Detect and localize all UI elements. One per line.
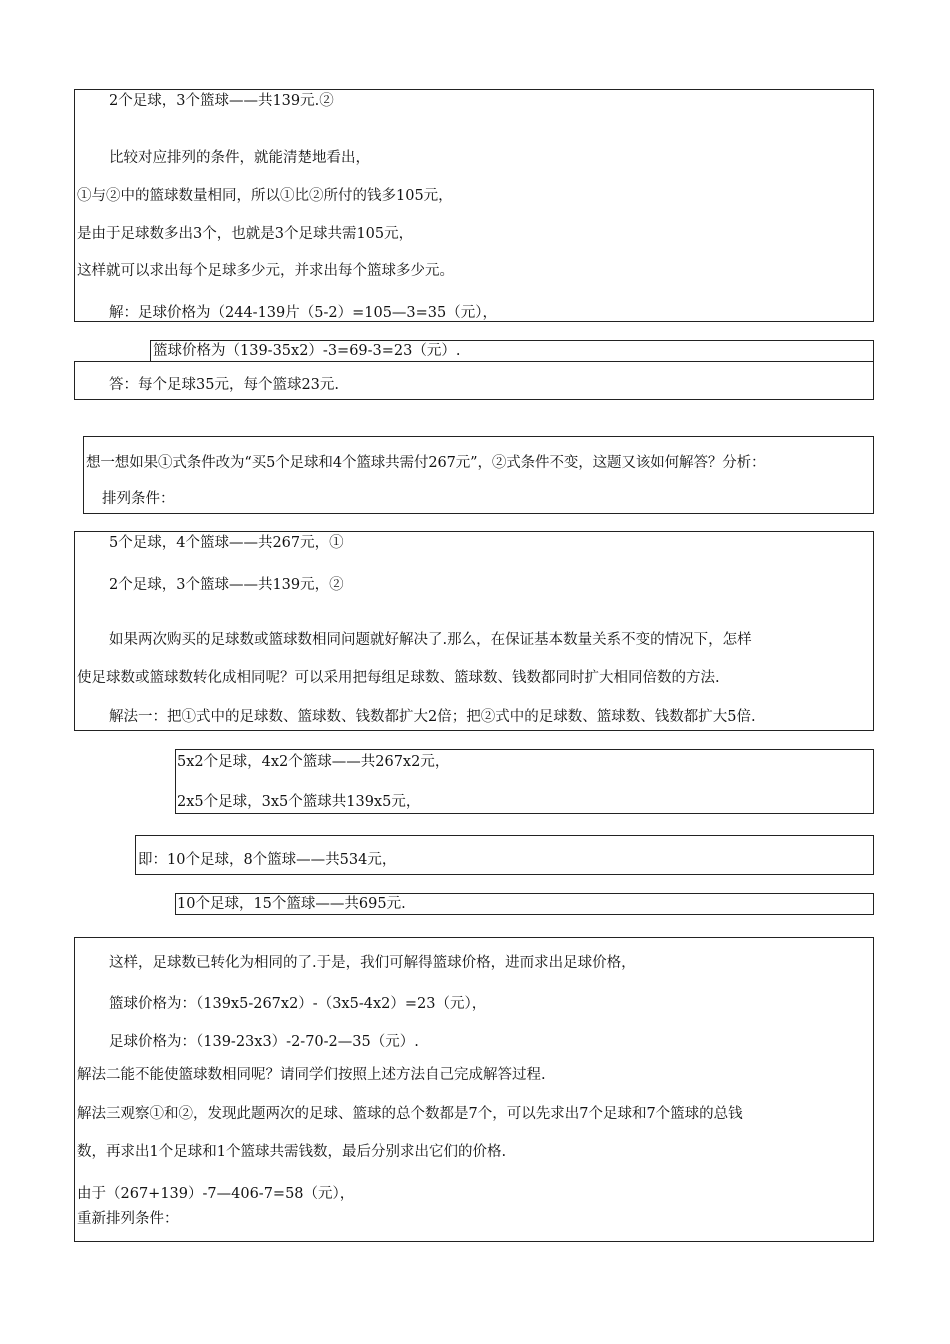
text-line: 2个足球，3个篮球——共139元.② (109, 93, 334, 109)
solution-box (74, 89, 874, 322)
expand-box (175, 749, 874, 814)
method-one-box (74, 531, 874, 731)
text-line: 数，再求出1个足球和1个篮球共需钱数，最后分别求出它们的价格. (77, 1144, 507, 1160)
text-line: ①与②中的篮球数量相同，所以①比②所付的钱多105元， (77, 188, 453, 204)
text-line: 是由于足球数多出3个，也就是3个足球共需105元， (77, 226, 414, 242)
text-line: 篮球价格为：（139x5-267x2）-（3x5-4x2）=23（元）， (109, 996, 487, 1012)
text-line: 2个足球，3个篮球——共139元，② (109, 577, 344, 593)
text-line: 解法三观察①和②，发现此题两次的足球、篮球的总个数都是7个，可以先求出7个足球和7个篮球的总钱 (77, 1106, 743, 1122)
text-line: 这样，足球数已转化为相同的了.于是，我们可解得篮球价格，进而求出足球价格， (109, 955, 636, 971)
text-line: 使足球数或篮球数转化成相同呢？可以采用把每组足球数、篮球数、钱数都同时扩大相同倍数的方法. (77, 670, 720, 686)
text-line: 2x5个足球，3x5个篮球共139x5元， (177, 794, 421, 810)
think-box (83, 436, 874, 514)
text-line: 即：10个足球，8个篮球——共534元， (138, 852, 397, 868)
result-box-2 (175, 893, 874, 915)
text-line: 足球价格为：（139-23x3）-2-70-2—35（元）. (109, 1034, 419, 1050)
conclusion-box (74, 937, 874, 1242)
text-line: 想一想如果①式条件改为“买5个足球和4个篮球共需付267元”，②式条件不变，这题又该如何解答？分析： (86, 455, 766, 471)
text-line: 5个足球，4个篮球——共267元，① (109, 535, 344, 551)
text-line: 由于（267+139）-7—406-7=58（元）， (77, 1186, 355, 1202)
text-line: 解：足球价格为（244-139片（5-2）=105—3=35（元）， (109, 305, 498, 321)
text-line: 比较对应排列的条件，就能清楚地看出， (109, 150, 370, 166)
text-line: 篮球价格为（139-35x2）-3=69-3=23（元）. (153, 343, 461, 359)
text-line: 10个足球，15个篮球——共695元. (177, 896, 406, 912)
text-line: 解法一：把①式中的足球数、篮球数、钱数都扩大2倍；把②式中的足球数、篮球数、钱数都扩大5倍. (109, 709, 756, 725)
basketball-price-box (150, 340, 874, 362)
result-box (135, 835, 874, 875)
text-line: 排列条件： (102, 491, 175, 507)
text-line: 如果两次购买的足球数或篮球数相同问题就好解决了.那么，在保证基本数量关系不变的情况下，怎样 (109, 632, 752, 648)
text-line: 重新排列条件： (77, 1211, 179, 1227)
text-line: 解法二能不能使篮球数相同呢？请同学们按照上述方法自己完成解答过程. (77, 1067, 546, 1083)
text-line: 答：每个足球35元，每个篮球23元. (109, 377, 340, 393)
text-line: 这样就可以求出每个足球多少元，并求出每个篮球多少元。 (77, 263, 454, 279)
answer-box (74, 361, 874, 400)
text-line: 5x2个足球，4x2个篮球——共267x2元， (177, 754, 450, 770)
